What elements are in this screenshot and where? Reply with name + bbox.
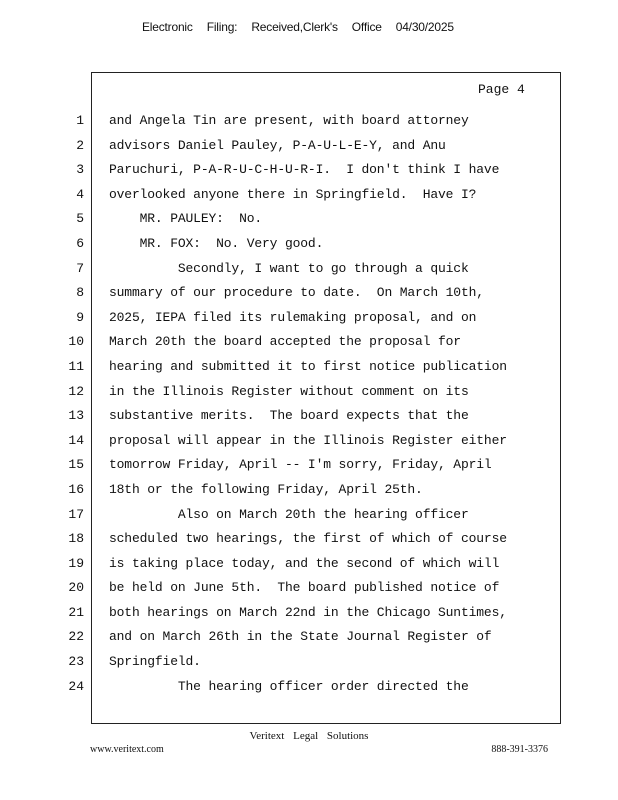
transcript-line: 18th or the following Friday, April 25th.: [109, 481, 423, 497]
transcript-line: and on March 26th in the State Journal Register of: [109, 629, 492, 645]
filing-office: Office: [351, 20, 382, 34]
filing-received: Received,Clerk's: [251, 20, 338, 34]
line-number: 15: [68, 457, 84, 473]
line-number: 13: [68, 408, 84, 424]
line-number: 24: [68, 678, 84, 694]
transcript-line: and Angela Tin are present, with board attorney: [109, 113, 469, 128]
transcript-line: advisors Daniel Pauley, P-A-U-L-E-Y, and Anu: [109, 137, 446, 153]
transcript-line: March 20th the board accepted the proposal for: [109, 334, 461, 350]
line-number: 12: [68, 383, 84, 399]
transcript-line: both hearings on March 22nd in the Chicago Suntimes,: [109, 604, 507, 620]
line-number: 16: [68, 481, 84, 497]
line-number-column: [64, 112, 84, 702]
line-number: 8: [76, 285, 84, 301]
filing-date: 04/30/2025: [395, 20, 454, 34]
transcript-line: MR. PAULEY: No.: [109, 211, 263, 227]
transcript-line: overlooked anyone there in Springfield. Have I?: [109, 186, 477, 202]
page-number: Page 4: [478, 82, 525, 97]
transcript-line: proposal will appear in the Illinois Register either: [109, 432, 507, 448]
filing-label: Filing:: [206, 20, 238, 34]
line-number: 3: [76, 162, 84, 178]
transcript-line: be held on June 5th. The board published notice of: [109, 580, 500, 596]
line-number: 2: [76, 137, 84, 153]
line-number: 21: [68, 604, 84, 620]
transcript-line: Secondly, I want to go through a quick: [109, 260, 469, 276]
footer-phone: 888-391-3376: [491, 744, 548, 755]
transcript-line: in the Illinois Register without comment on its: [109, 383, 469, 399]
line-number: 23: [68, 654, 84, 670]
line-number: 17: [68, 506, 84, 522]
transcript-line: 2025, IEPA filed its rulemaking proposal, and on: [109, 309, 477, 325]
transcript-line: Springfield.: [109, 654, 201, 670]
transcript-line: summary of our procedure to date. On March 10th,: [109, 285, 484, 301]
filing-prefix: Electronic: [142, 20, 193, 34]
transcript-line: is taking place today, and the second of which will: [109, 555, 500, 571]
footer-company: Veritext Legal Solutions: [249, 730, 369, 742]
transcript-line: Also on March 20th the hearing officer: [109, 506, 469, 522]
transcript-line: tomorrow Friday, April -- I'm sorry, Friday, April: [109, 457, 492, 473]
footer-website: www.veritext.com: [90, 744, 164, 755]
filing-header: [142, 20, 468, 34]
line-number: 11: [68, 358, 84, 374]
transcript-line: substantive merits. The board expects that the: [109, 408, 469, 424]
transcript-line: MR. FOX: No. Very good.: [109, 235, 324, 251]
line-number: 10: [68, 334, 84, 350]
line-number: 20: [68, 580, 84, 596]
line-number: 19: [68, 555, 84, 571]
line-number: 14: [68, 432, 84, 448]
transcript-line: The hearing officer order directed the: [109, 678, 469, 694]
transcript-line: hearing and submitted it to first notice publication: [109, 358, 507, 374]
transcript-body: [109, 112, 554, 702]
transcript-line: scheduled two hearings, the first of which of course: [109, 531, 507, 547]
line-number: 1: [76, 113, 84, 128]
line-number: 5: [76, 211, 84, 227]
line-number: 22: [68, 629, 84, 645]
transcript-line: Paruchuri, P-A-R-U-C-H-U-R-I. I don't think I have: [109, 162, 500, 178]
line-number: 7: [76, 260, 84, 276]
line-number: 6: [76, 235, 84, 251]
line-number: 4: [76, 186, 84, 202]
line-number: 9: [76, 309, 84, 325]
line-number: 18: [68, 531, 84, 547]
